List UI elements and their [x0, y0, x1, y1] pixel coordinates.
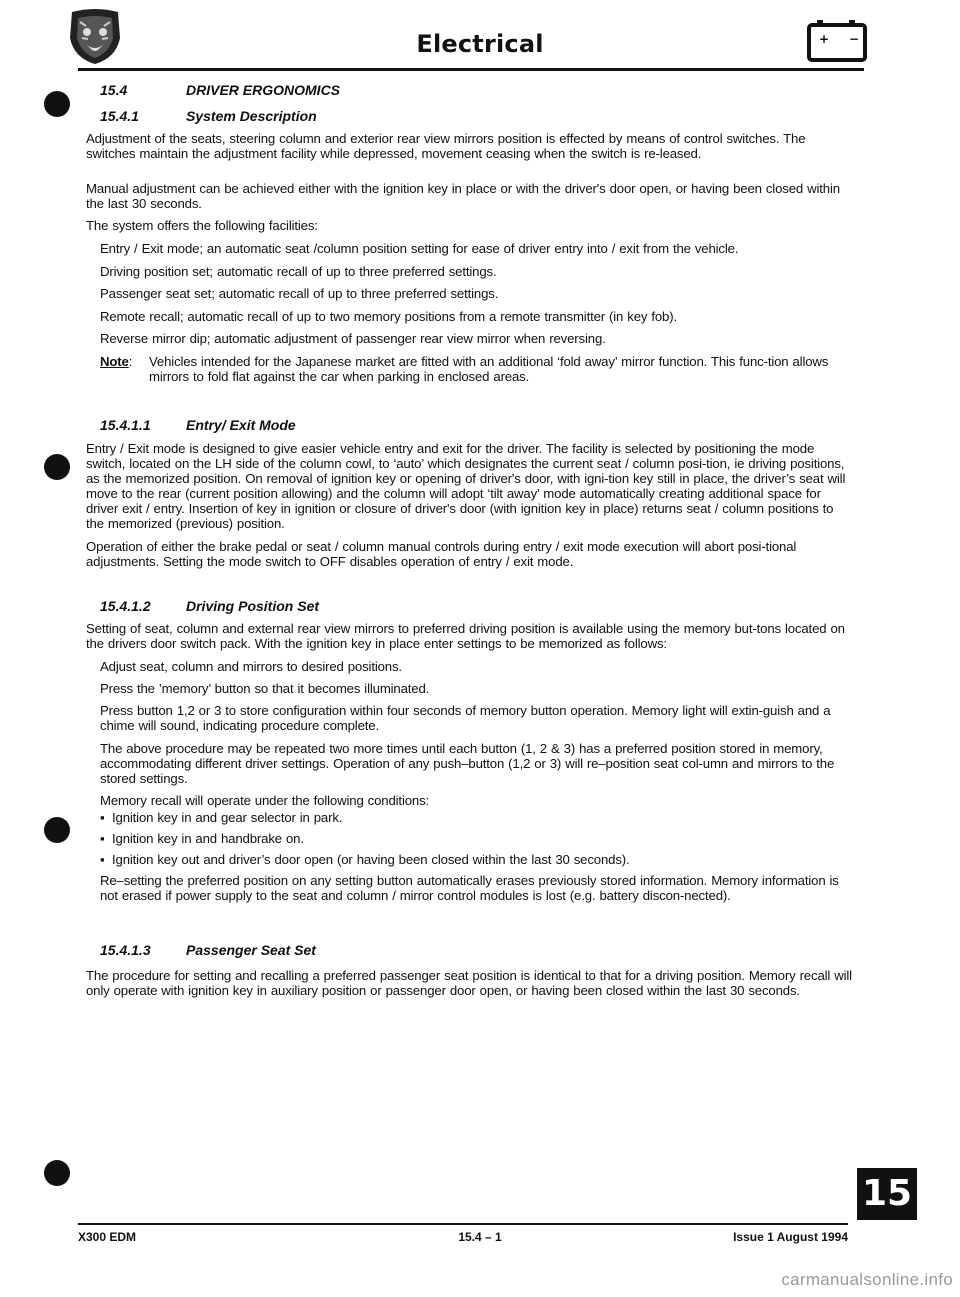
paragraph: Manual adjustment can be achieved either with the ignition key in place or with the driver's door open, or having been closed within the last 30 seconds.	[86, 181, 840, 211]
list-item	[100, 810, 854, 825]
procedure-step: Memory recall will operate under the following conditions:	[100, 793, 430, 808]
subsection-heading	[100, 108, 317, 124]
page-header-title: Electrical	[416, 30, 544, 58]
section-number: 15.4.1.3	[100, 942, 151, 958]
watermark: carmanualsonline.info	[781, 1270, 953, 1289]
list-item	[100, 831, 854, 846]
paragraph: Operation of either the brake pedal or seat / column manual controls during entry / exit mode execution will abort posi-tional adjustments. Setting the mode switch to OFF disables operation of entry / exit mode.	[86, 539, 797, 569]
facility-item: Remote recall; automatic recall of up to two memory positions from a remote transmitter (in key fob).	[100, 309, 677, 324]
paragraph: Entry / Exit mode is designed to give easier vehicle entry and exit for the driver. The facility is selected by positioning the mode switch, located on the LH side of the column cowl, to ‘auto’ which designates the current seat / column posi-tion, ie driving positions, as the memorized position. On removal of ignition key or opening of driver's door, with igni-tion key still in place, the driver’s seat will move to the rear (current position allowing) and the column will adopt ‘tilt away’ mode automatically creating additional space for driver exit / entry. Insertion of key in ignition or closure of driver's door (with ignition key in place) returns seat / column positions to the memorized (previous) position.	[86, 441, 846, 531]
binder-hole	[44, 91, 70, 117]
note-label-text: Note	[100, 354, 129, 369]
battery-icon	[807, 18, 867, 62]
section-number: 15.4.1.1	[100, 417, 151, 433]
procedure-step: The above procedure may be repeated two more times until each button (1, 2 & 3) has a preferred position stored in memory, accommodating different driver settings. Operation of any push–button (1,2 or 3) will re–position seat col-umn and mirrors to the stored settings.	[100, 741, 835, 786]
battery-minus-sign: −	[849, 32, 860, 46]
paragraph: Setting of seat, column and external rear view mirrors to preferred driving position is available using the memory but-tons located on the drivers door switch pack. With the ignition key in place enter settings to be memorized as follows:	[86, 621, 845, 651]
section-number: 15.4.1	[100, 108, 139, 124]
section-number: 15.4.1.2	[100, 598, 151, 614]
header-rule	[78, 68, 864, 71]
section-title: Passenger Seat Set	[186, 942, 316, 958]
list-item	[100, 852, 854, 867]
facility-item: Reverse mirror dip; automatic adjustment of passenger rear view mirror when reversing.	[100, 331, 606, 346]
note-label: Note:	[100, 354, 133, 369]
section-title: Driving Position Set	[186, 598, 320, 614]
footer-document-id: X300 EDM	[78, 1230, 137, 1244]
paragraph: The procedure for setting and recalling a preferred passenger seat position is identical to that for a driving position. Memory recall will only operate with ignition key in auxiliary position or passenger door open, or having been closed within the last 30 seconds.	[86, 968, 852, 998]
paragraph: Adjustment of the seats, steering column and exterior rear view mirrors position is effected by means of control switches. The switches maintain the adjustment facility while depressed, movement ceasing when the switch is re-leased.	[86, 131, 806, 161]
bullet-icon: ▪	[100, 852, 105, 867]
facility-item: Driving position set; automatic recall of up to three preferred settings.	[100, 264, 497, 279]
battery-plus-sign: +	[819, 32, 830, 46]
procedure-step: Press button 1,2 or 3 to store configuration within four seconds of memory button operation. Memory light will extin-guish and a chime will sound, indicating procedure complete.	[100, 703, 831, 733]
bullet-icon: ▪	[100, 810, 105, 825]
binder-hole	[44, 454, 70, 480]
section-title: Entry/ Exit Mode	[186, 417, 296, 433]
footer-rule	[78, 1223, 848, 1225]
facility-item: Passenger seat set; automatic recall of up to three preferred settings.	[100, 286, 499, 301]
paragraph: Re–setting the preferred position on any setting button automatically erases previously stored information. Memory information is not erased if power supply to the seat and column / mirror control modules is lost (e.g. battery discon-nected).	[100, 873, 839, 903]
paragraph: The system offers the following facilities:	[86, 218, 318, 233]
list-item-text: Ignition key in and handbrake on.	[112, 831, 304, 846]
section-title: System Description	[186, 108, 317, 124]
list-item-text: Ignition key in and gear selector in park.	[112, 810, 343, 825]
binder-hole	[44, 1160, 70, 1186]
list-item-text: Ignition key out and driver’s door open (or having been closed within the last 30 seconds).	[112, 852, 630, 867]
footer-issue-date: Issue 1 August 1994	[733, 1230, 848, 1244]
procedure-step: Adjust seat, column and mirrors to desired positions.	[100, 659, 402, 674]
subsection-heading	[100, 942, 316, 958]
section-title: DRIVER ERGONOMICS	[186, 82, 341, 98]
section-heading	[100, 82, 340, 98]
subsection-heading	[100, 598, 319, 614]
footer-page-number: 15.4 – 1	[458, 1230, 502, 1244]
chapter-tab: 15	[857, 1168, 917, 1220]
procedure-step: Press the ’memory’ button so that it becomes illuminated.	[100, 681, 430, 696]
subsection-heading	[100, 417, 296, 433]
facility-item: Entry / Exit mode; an automatic seat /column position setting for ease of driver entry into / exit from the vehicle.	[100, 241, 739, 256]
note-text: Vehicles intended for the Japanese market are fitted with an additional ‘fold away’ mirror function. This func-tion allows mirrors to fold flat against the car when parking in enclosed areas.	[149, 354, 829, 384]
section-number: 15.4	[100, 82, 128, 98]
binder-hole	[44, 817, 70, 843]
bullet-icon: ▪	[100, 831, 105, 846]
